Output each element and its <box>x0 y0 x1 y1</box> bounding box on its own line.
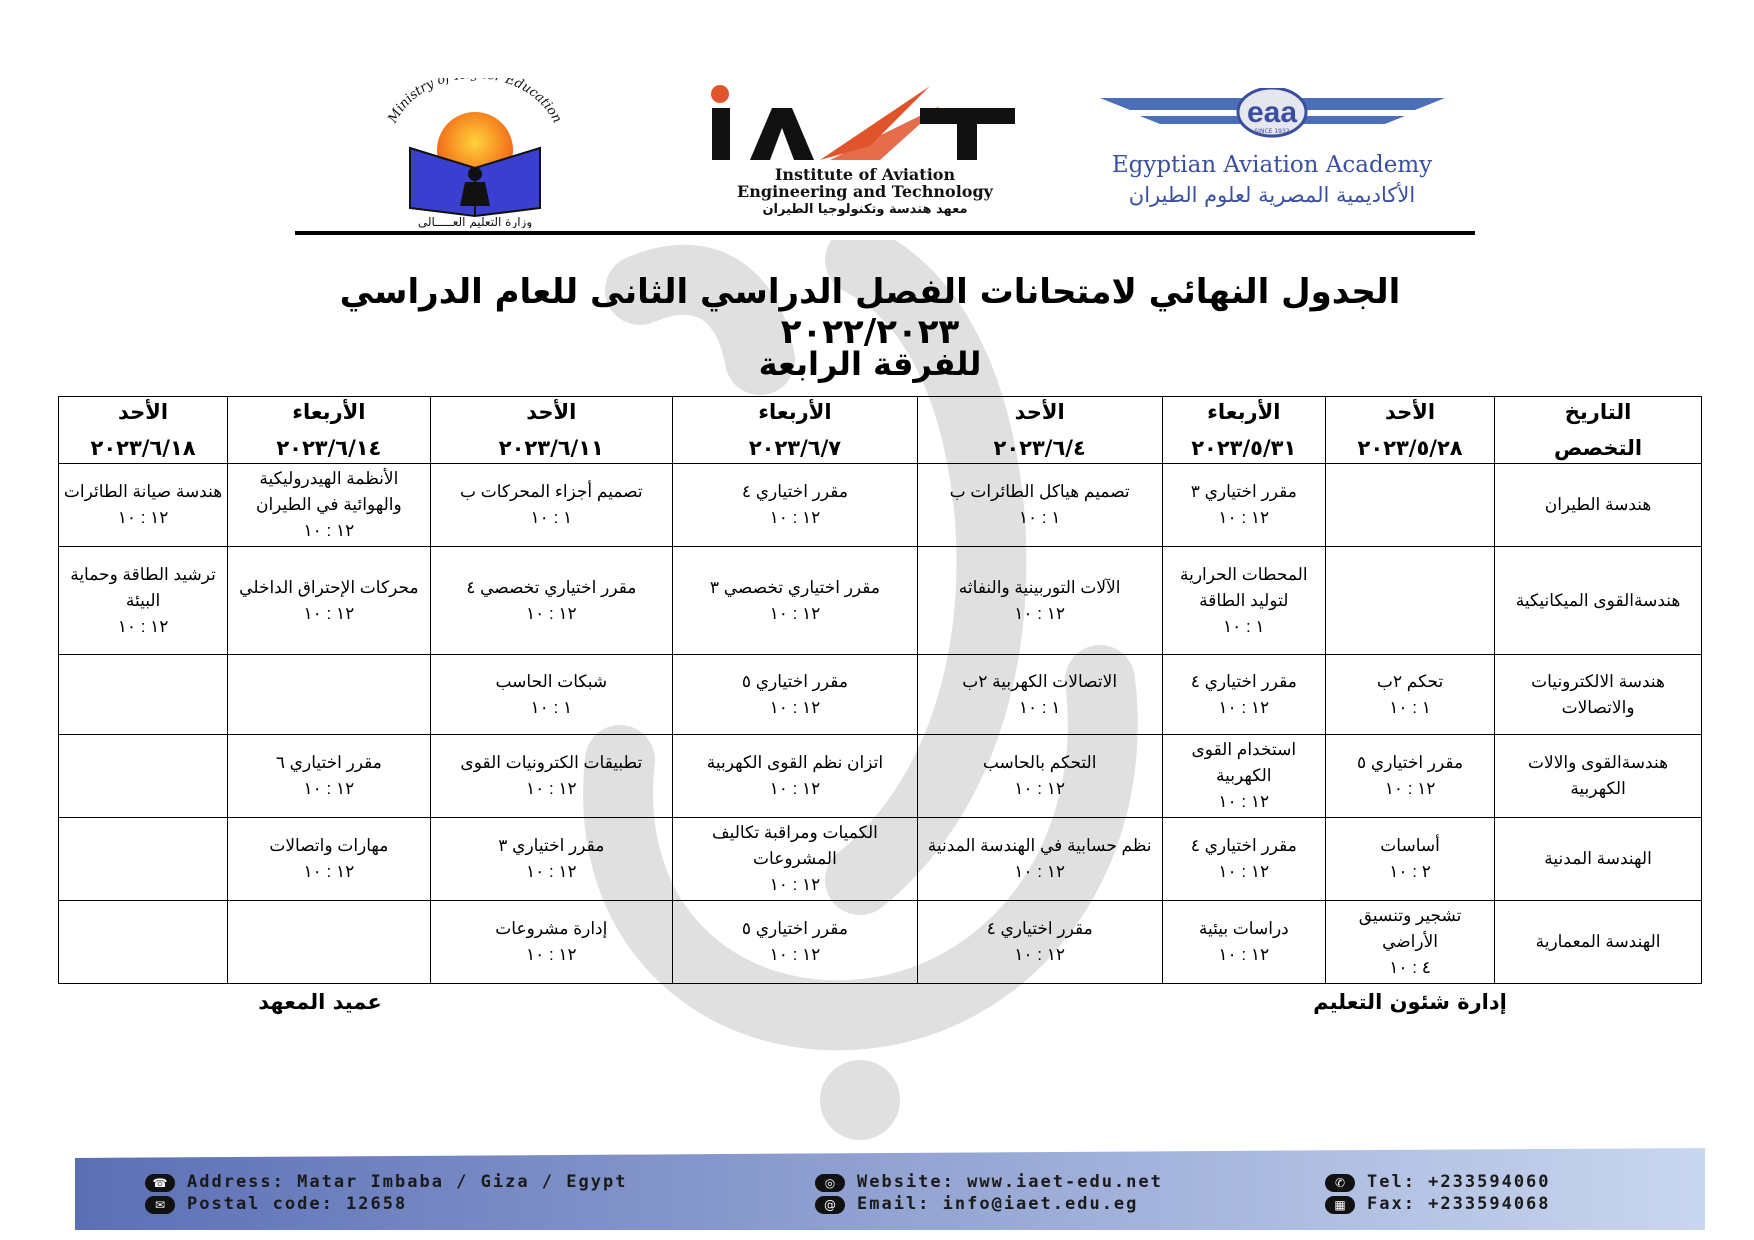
exam-subject: دراسات بيئية <box>1198 919 1289 938</box>
column-date: ٢٠٢٣/٥/٢٨ <box>1357 436 1463 460</box>
table-row <box>59 655 1702 735</box>
exam-time: ١ : ١٠ <box>1222 616 1265 636</box>
exam-time: ١٢ : ١٠ <box>525 603 577 623</box>
exam-cell <box>1162 901 1326 984</box>
exam-cell <box>673 655 918 735</box>
exam-cell <box>1162 464 1326 547</box>
exam-cell <box>430 655 673 735</box>
exam-schedule-table <box>58 396 1702 984</box>
exam-cell <box>228 655 430 735</box>
table-row <box>59 818 1702 901</box>
exam-cell <box>1326 735 1495 818</box>
exam-time: ١٢ : ١٠ <box>525 779 577 798</box>
fax-icon: ▦ <box>1325 1196 1355 1214</box>
exam-subject: الأنظمة الهيدروليكية والهوائية في الطيران <box>255 469 402 514</box>
exam-subject: محركات الإحتراق الداخلي <box>239 577 419 597</box>
column-day: الأربعاء <box>758 400 832 424</box>
table-row <box>59 464 1702 547</box>
exam-cell <box>917 547 1162 655</box>
exam-subject: الكميات ومراقبة تكاليف المشروعات <box>712 823 878 868</box>
exam-cell <box>228 901 430 984</box>
exam-time: ١٢ : ١٠ <box>769 945 821 964</box>
exam-cell <box>1162 547 1326 655</box>
exam-subject: الاتصالات الكهربية ٢ب <box>962 671 1118 691</box>
exam-subject: إدارة مشروعات <box>495 919 608 938</box>
exam-time: ١٢ : ١٠ <box>769 779 821 798</box>
column-header <box>917 397 1162 464</box>
header-rule <box>295 231 1475 235</box>
exam-subject: تصميم أجزاء المحركات ب <box>460 482 643 501</box>
exam-subject: مقرر اختياري ٣ <box>498 836 605 855</box>
column-day: الأحد <box>526 400 577 424</box>
exam-cell <box>917 735 1162 818</box>
telephone-icon: ✆ <box>1325 1174 1355 1192</box>
exam-subject: مقرر اختياري ٥ <box>741 919 848 938</box>
eaa-mark: eaa <box>1246 96 1298 129</box>
column-day: الأربعاء <box>292 400 366 424</box>
exam-time: ١٢ : ١٠ <box>1384 779 1436 798</box>
web-icon: ◎ <box>815 1174 845 1192</box>
column-day: الأحد <box>1014 400 1065 424</box>
footer <box>75 1148 1705 1230</box>
column-date: ٢٠٢٣/٦/١٤ <box>276 436 382 460</box>
exam-subject: أساسات <box>1380 836 1440 855</box>
header-row <box>59 397 1702 464</box>
exam-subject: مقرر اختياري ٥ <box>1357 753 1464 772</box>
column-header <box>1326 397 1495 464</box>
exam-subject: اتزان نظم القوى الكهربية <box>706 753 884 772</box>
exam-time: ١٢ : ١٠ <box>303 862 355 881</box>
exam-cell <box>917 655 1162 735</box>
exam-subject: مقرر اختياري ٥ <box>741 671 848 691</box>
exam-time: ١٢ : ١٠ <box>1218 862 1270 881</box>
exam-subject: مقرر اختياري ٤ <box>1190 836 1297 855</box>
dean-signature-label: عميد المعهد <box>258 990 382 1014</box>
exam-time: ١٢ : ١٠ <box>1014 779 1065 798</box>
column-date: ٢٠٢٣/٦/١٨ <box>90 436 196 460</box>
exam-time: ١٢ : ١٠ <box>1014 862 1065 881</box>
exam-cell <box>228 735 430 818</box>
exam-subject: مقرر اختياري ٤ <box>741 482 848 501</box>
exam-cell <box>673 901 918 984</box>
exam-cell <box>430 818 673 901</box>
table-row <box>59 547 1702 655</box>
exam-time: ١٢ : ١٠ <box>1218 792 1270 811</box>
exam-cell <box>1326 901 1495 984</box>
exam-cell <box>430 735 673 818</box>
exam-time: ١٢ : ١٠ <box>1014 945 1065 964</box>
corner-header <box>1495 397 1702 464</box>
column-day: الأحد <box>118 400 169 424</box>
exam-cell <box>673 818 918 901</box>
column-header <box>673 397 918 464</box>
table-row <box>59 901 1702 984</box>
footer-fax: Fax: +233594068 <box>1367 1194 1551 1214</box>
exam-cell <box>673 464 918 547</box>
exam-subject: مقرر اختياري ٤ <box>1190 671 1297 691</box>
exam-cell <box>59 901 228 984</box>
exam-time: ١٢ : ١٠ <box>1218 508 1270 527</box>
column-header <box>59 397 228 464</box>
eaa-logo <box>1100 88 1445 218</box>
specialty-cell: الهندسة المدنية <box>1495 818 1702 901</box>
ministry-arc-text: Ministry of Education <box>385 78 565 126</box>
ministry-logo <box>370 78 580 228</box>
exam-cell <box>59 464 228 547</box>
column-header <box>1162 397 1326 464</box>
page-subtitle: للفرقة الرابعة <box>758 345 982 383</box>
exam-time: ١ : ١٠ <box>530 508 573 527</box>
exam-time: ١٢ : ١٠ <box>769 697 821 717</box>
exam-subject: استخدام القوى الكهربية <box>1191 740 1297 785</box>
exam-subject: شبكات الحاسب <box>495 671 608 691</box>
footer-address: Address: Matar Imbaba / Giza / Egypt <box>187 1172 628 1192</box>
exam-time: ١٢ : ١٠ <box>1218 697 1270 717</box>
phone-address-icon: ☎ <box>145 1174 175 1192</box>
exam-cell <box>1326 655 1495 735</box>
exam-time: ١٢ : ١٠ <box>117 508 169 527</box>
exam-cell <box>59 655 228 735</box>
ministry-ar-text: وزارة التعليم العـــــالي <box>417 215 533 228</box>
exam-time: ١٢ : ١٠ <box>525 862 577 881</box>
column-date: ٢٠٢٣/٥/٣١ <box>1191 436 1297 460</box>
exam-cell <box>673 735 918 818</box>
column-day: الأحد <box>1385 400 1436 424</box>
exam-cell <box>430 901 673 984</box>
iaet-ar-text: معهد هندسة وتكنولوجيا الطيران <box>762 202 968 216</box>
exam-time: ١٢ : ١٠ <box>769 603 821 623</box>
exam-time: ١٢ : ١٠ <box>303 521 355 540</box>
exam-cell <box>917 464 1162 547</box>
specialty-cell: الهندسة المعمارية <box>1495 901 1702 984</box>
specialty-cell: هندسة الطيران <box>1495 464 1702 547</box>
column-date: ٢٠٢٣/٦/١١ <box>498 436 604 460</box>
exam-subject: مقرر اختياري تخصصي ٤ <box>466 577 637 597</box>
exam-time: ١٢ : ١٠ <box>769 875 821 894</box>
column-date: ٢٠٢٣/٦/٤ <box>993 436 1086 460</box>
email-icon: @ <box>815 1196 845 1214</box>
exam-cell <box>1162 735 1326 818</box>
exam-time: ١ : ١٠ <box>1018 508 1061 527</box>
exam-cell <box>1162 655 1326 735</box>
exam-time: ١٢ : ١٠ <box>1218 945 1270 964</box>
exam-time: ١ : ١٠ <box>1018 697 1061 717</box>
exam-subject: نظم حسابية في الهندسة المدنية <box>927 836 1152 855</box>
footer-website[interactable]: Website: www.iaet-edu.net <box>857 1172 1163 1192</box>
exam-cell <box>59 735 228 818</box>
eaa-since: SINCE 1932 <box>1254 128 1290 135</box>
exam-subject: تحكم ٢ب <box>1376 671 1444 691</box>
exam-cell <box>228 547 430 655</box>
exam-cell <box>917 901 1162 984</box>
exam-subject: تصميم هياكل الطائرات ب <box>949 482 1130 501</box>
exam-subject: تطبيقات الكترونيات القوى <box>460 753 643 772</box>
exam-time: ٢ : ١٠ <box>1389 862 1431 881</box>
iaet-line2: Engineering and Technology <box>737 182 993 201</box>
exam-cell <box>228 464 430 547</box>
exam-cell <box>673 547 918 655</box>
eaa-en-name: Egyptian Aviation Academy <box>1111 152 1433 178</box>
exam-subject: هندسة صيانة الطائرات <box>63 482 223 501</box>
corner-specialty-label: التخصص <box>1553 436 1643 460</box>
exam-time: ١٢ : ١٠ <box>1014 603 1065 623</box>
exam-cell <box>228 818 430 901</box>
footer-postal: Postal code: 12658 <box>187 1194 408 1214</box>
eaa-ar-name: الأكاديمية المصرية لعلوم الطيران <box>1128 183 1416 207</box>
page-title: الجدول النهائي لامتحانات الفصل الدراسي الثانى للعام الدراسي ٢٠٢٢/٢٠٢٣ <box>339 272 1401 352</box>
exam-subject: مهارات واتصالات <box>269 836 389 855</box>
specialty-cell: هندسة الالكترونيات والاتصالات <box>1495 655 1702 735</box>
column-header <box>228 397 430 464</box>
exam-time: ١ : ١٠ <box>530 697 573 717</box>
exam-time: ٤ : ١٠ <box>1389 958 1431 977</box>
exam-time: ١ : ١٠ <box>1389 697 1431 717</box>
exam-subject: المحطات الحرارية لتوليد الطاقة <box>1179 564 1308 610</box>
specialty-cell: هندسةالقوى الميكانيكية <box>1495 547 1702 655</box>
exam-subject: الآلات التوربينية والنفاثه <box>958 577 1121 597</box>
exam-subject: ترشيد الطاقة وحماية البيئة <box>70 564 216 610</box>
column-date: ٢٠٢٣/٦/٧ <box>748 436 842 460</box>
exam-cell <box>1326 547 1495 655</box>
iaet-line1: Institute of Aviation <box>774 165 956 184</box>
corner-date-label: التاريخ <box>1564 400 1632 424</box>
exam-cell <box>1162 818 1326 901</box>
exam-subject: التحكم بالحاسب <box>982 753 1097 772</box>
exam-cell <box>1326 818 1495 901</box>
specialty-cell: هندسةالقوى والالات الكهربية <box>1495 735 1702 818</box>
exam-time: ١٢ : ١٠ <box>117 616 169 636</box>
footer-tel: Tel: +233594060 <box>1367 1172 1551 1192</box>
exam-time: ١٢ : ١٠ <box>769 508 821 527</box>
exam-cell <box>430 547 673 655</box>
exam-subject: مقرر اختياري ٣ <box>1190 482 1297 501</box>
exam-cell <box>917 818 1162 901</box>
mail-icon: ✉ <box>145 1196 175 1214</box>
exam-cell <box>59 818 228 901</box>
exam-cell <box>59 547 228 655</box>
footer-email[interactable]: Email: info@iaet.edu.eg <box>857 1194 1139 1214</box>
exam-subject: مقرر اختياري تخصصي ٣ <box>709 577 881 597</box>
exam-time: ١٢ : ١٠ <box>303 779 355 798</box>
education-affairs-signature-label: إدارة شئون التعليم <box>1313 990 1507 1014</box>
column-header <box>430 397 673 464</box>
exam-cell <box>1326 464 1495 547</box>
iaet-logo <box>680 76 1045 216</box>
exam-subject: تشجير وتنسيق الأراضي <box>1358 906 1462 951</box>
exam-time: ١٢ : ١٠ <box>303 603 355 623</box>
exam-subject: مقرر اختياري ٤ <box>986 919 1093 938</box>
exam-subject: مقرر اختياري ٦ <box>275 753 382 772</box>
exam-time: ١٢ : ١٠ <box>525 945 577 964</box>
column-day: الأربعاء <box>1207 400 1281 424</box>
exam-cell <box>430 464 673 547</box>
table-row <box>59 735 1702 818</box>
